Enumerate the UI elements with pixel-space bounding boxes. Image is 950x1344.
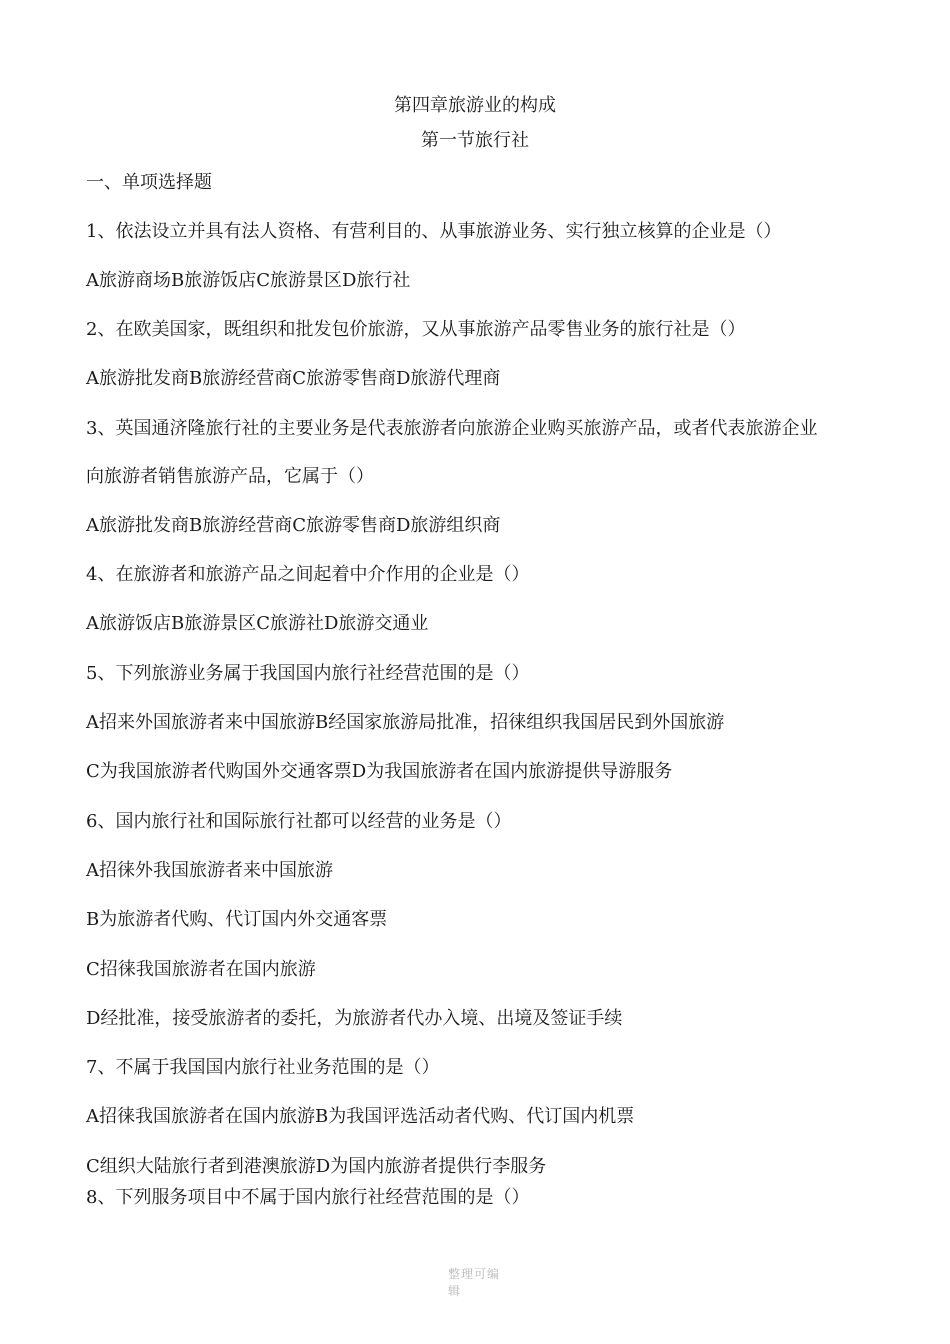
part-heading: 一、单项选择题 bbox=[86, 172, 212, 193]
section-title: 第一节旅行社 bbox=[421, 130, 529, 151]
question-6: 6、国内旅行社和国际旅行社都可以经营的业务是（） bbox=[86, 811, 512, 832]
footer-watermark: 整理可编辑 bbox=[448, 1267, 501, 1298]
question-4-options: A旅游饭店B旅游景区C旅游社D旅游交通业 bbox=[86, 613, 429, 634]
question-6-option-a: A招徕外我国旅游者来中国旅游 bbox=[86, 860, 333, 881]
question-1-options: A旅游商场B旅游饭店C旅游景区D旅行社 bbox=[86, 270, 411, 291]
question-3-line-2: 向旅游者销售旅游产品，它属于（） bbox=[86, 466, 374, 487]
question-7-options-cd: C组织大陆旅行者到港澳旅游D为国内旅游者提供行李服务 bbox=[86, 1156, 547, 1177]
question-5-options-ab: A招来外国旅游者来中国旅游B经国家旅游局批准，招徕组织我国居民到外国旅游 bbox=[86, 712, 725, 733]
question-5-options-cd: C为我国旅游者代购国外交通客票D为我国旅游者在国内旅游提供导游服务 bbox=[86, 761, 673, 782]
question-5: 5、下列旅游业务属于我国国内旅行社经营范围的是（） bbox=[86, 663, 530, 684]
question-4: 4、在旅游者和旅游产品之间起着中介作用的企业是（） bbox=[86, 564, 530, 585]
question-7-options-ab: A招徕我国旅游者在国内旅游B为我国评选活动者代购、代订国内机票 bbox=[86, 1106, 635, 1127]
question-3-options: A旅游批发商B旅游经营商C旅游零售商D旅游组织商 bbox=[86, 515, 501, 536]
chapter-title: 第四章旅游业的构成 bbox=[394, 95, 556, 116]
question-6-option-b: B为旅游者代购、代订国内外交通客票 bbox=[86, 909, 388, 930]
question-3-line-1: 3、英国通济隆旅行社的主要业务是代表旅游者向旅游企业购买旅游产品，或者代表旅游企业 bbox=[86, 418, 818, 439]
question-7: 7、不属于我国国内旅行社业务范围的是（） bbox=[86, 1057, 440, 1078]
question-2-options: A旅游批发商B旅游经营商C旅游零售商D旅游代理商 bbox=[86, 368, 501, 389]
question-6-option-d: D经批准，接受旅游者的委托，为旅游者代办入境、出境及签证手续 bbox=[86, 1008, 623, 1029]
question-6-option-c: C招徕我国旅游者在国内旅游 bbox=[86, 959, 316, 980]
question-1: 1、依法设立并具有法人资格、有营利目的、从事旅游业务、实行独立核算的企业是（） bbox=[86, 221, 782, 242]
question-8: 8、下列服务项目中不属于国内旅行社经营范围的是（） bbox=[86, 1187, 530, 1208]
question-2: 2、在欧美国家，既组织和批发包价旅游，又从事旅游产品零售业务的旅行社是（） bbox=[86, 319, 746, 340]
